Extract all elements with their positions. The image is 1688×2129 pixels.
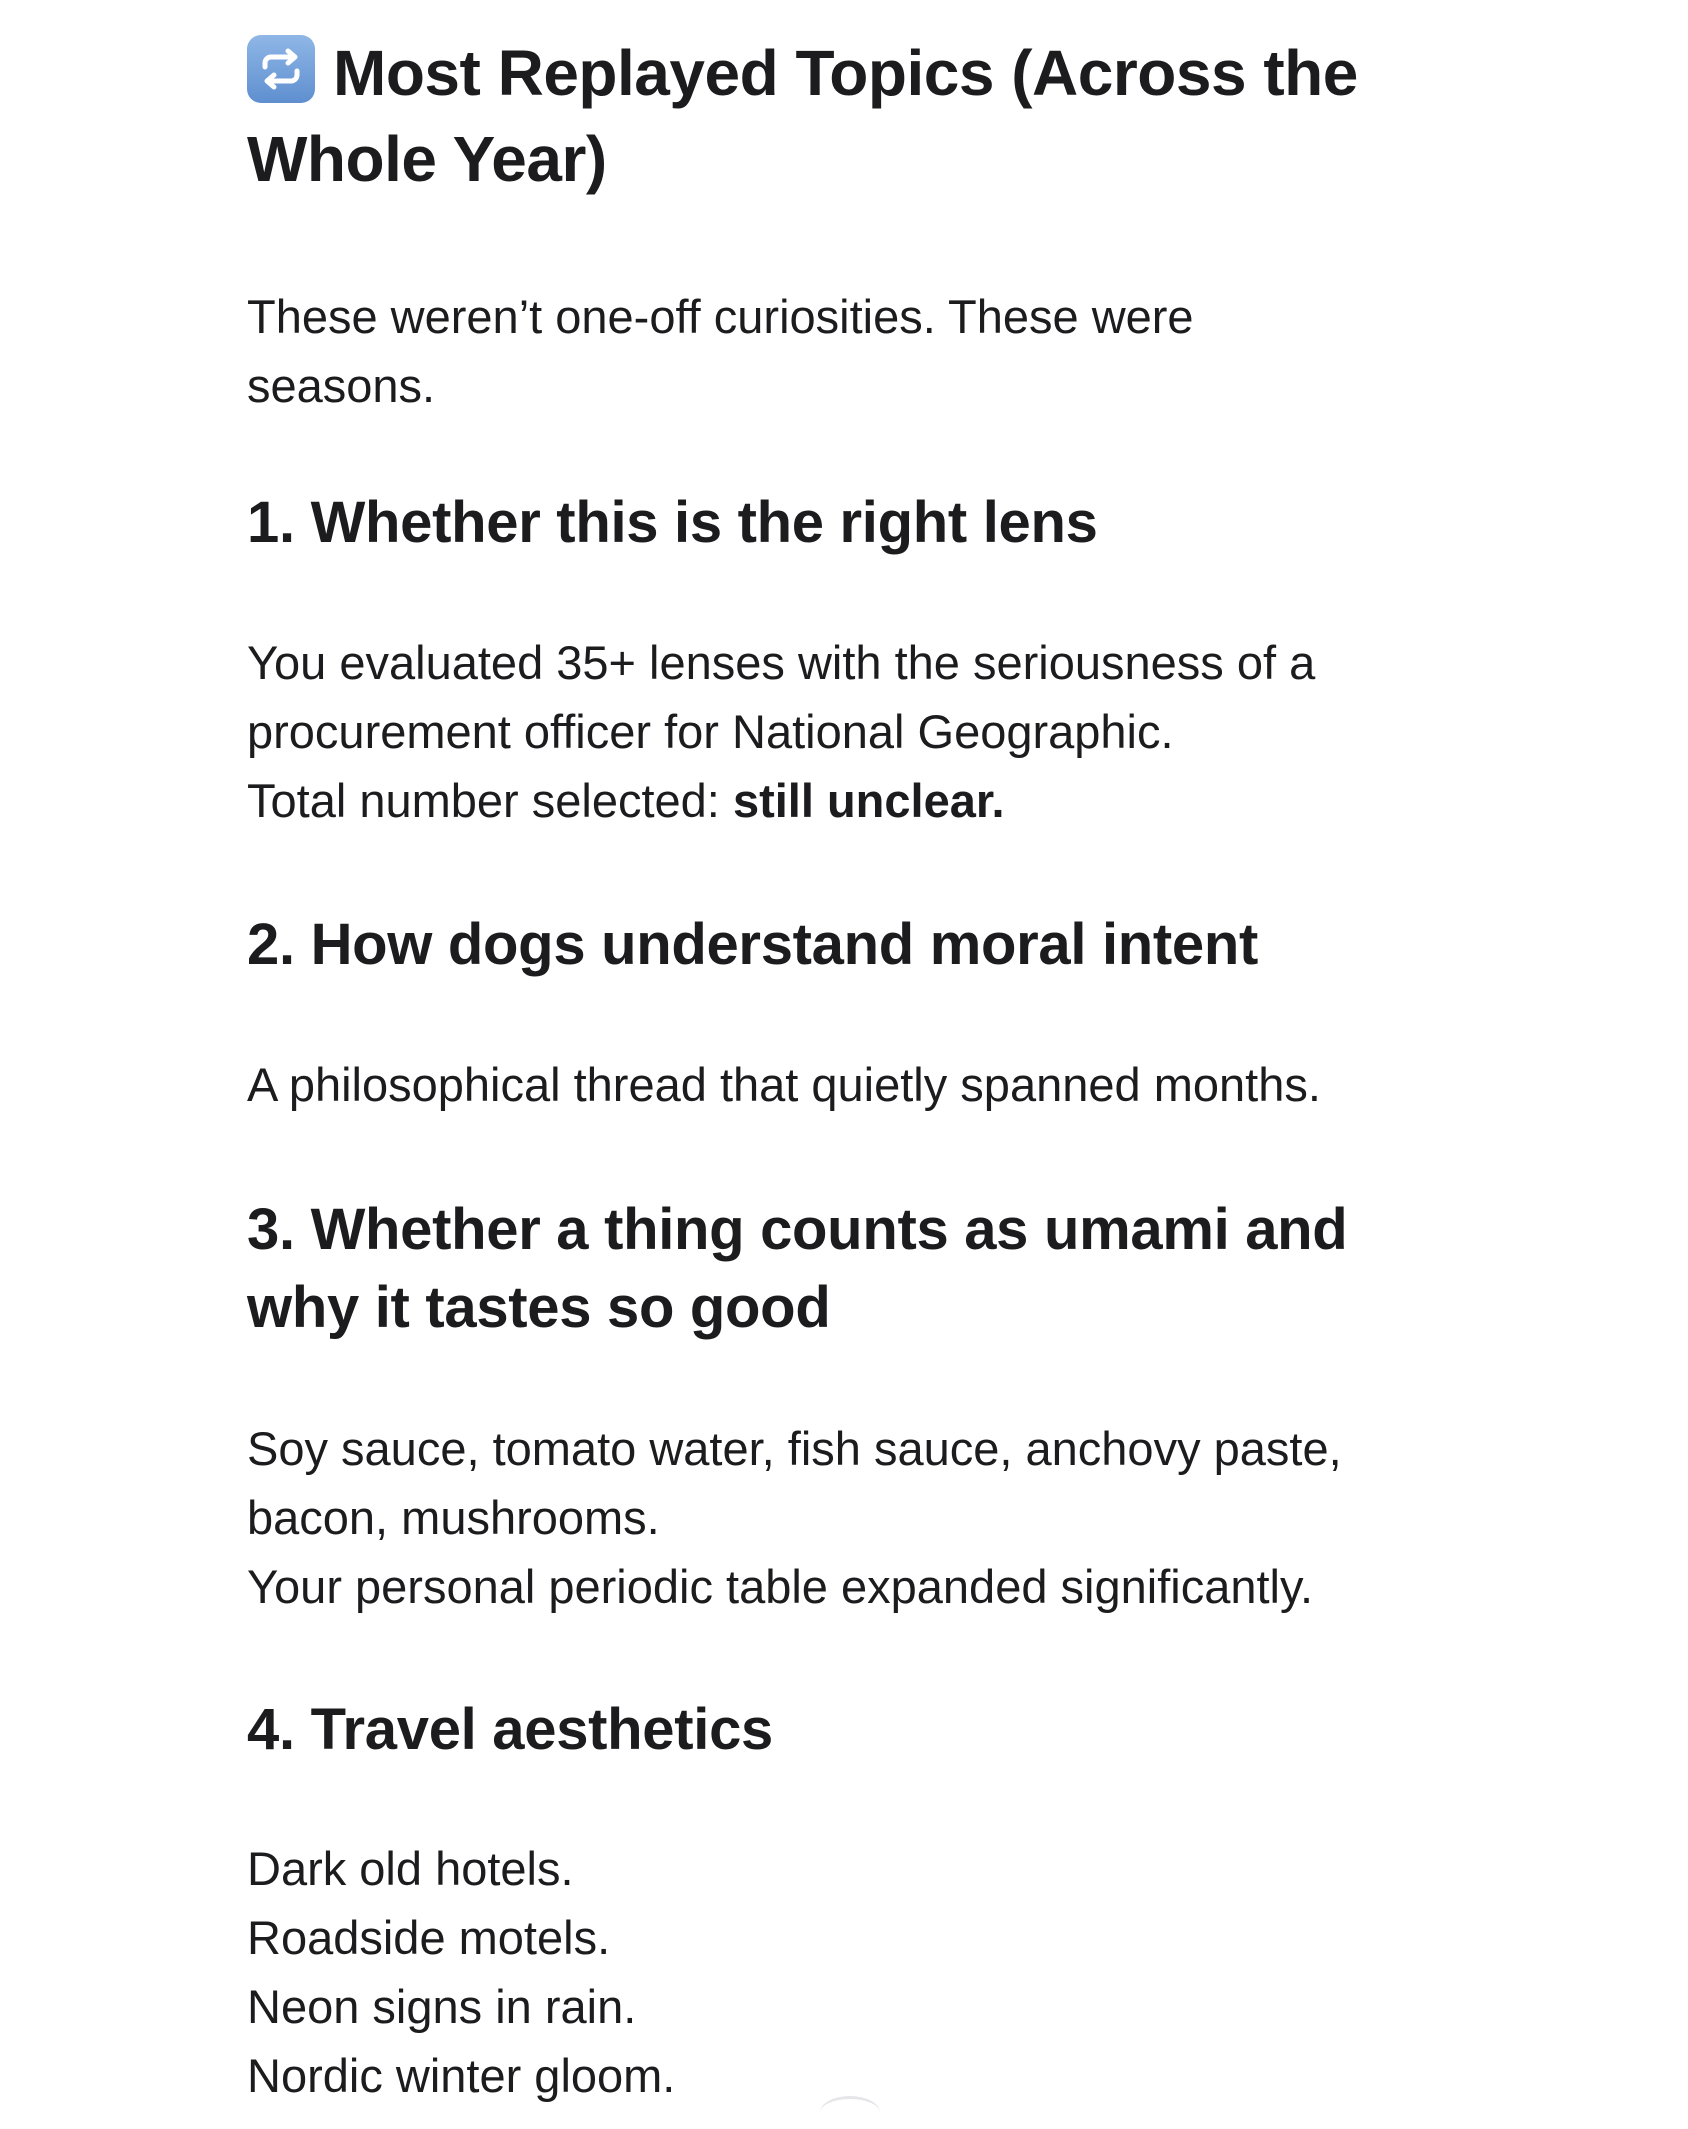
heading-line-1: 3. Whether a thing counts as umami and xyxy=(247,1197,1348,1262)
section-body-dogs xyxy=(247,1050,1467,1119)
body-line: Neon signs in rain. xyxy=(247,1980,637,2033)
section-heading-travel: 4. Travel aesthetics xyxy=(247,1697,773,1762)
body-line: Your personal periodic table expanded significantly. xyxy=(247,1560,1314,1613)
section-heading-umami xyxy=(247,1191,1467,1347)
section-body-travel xyxy=(247,1834,1467,2110)
section-body-umami xyxy=(247,1414,1467,1621)
title-line-2: Whole Year) xyxy=(247,123,607,195)
summary-value: still unclear. xyxy=(732,774,1005,827)
body-line: Soy sauce, tomato water, fish sauce, anchovy paste, xyxy=(247,1422,1342,1475)
body-line: bacon, mushrooms. xyxy=(247,1491,660,1544)
body-line: Nordic winter gloom. xyxy=(247,2049,676,2102)
body-line: Roadside motels. xyxy=(247,1911,611,1964)
scroll-down-indicator[interactable] xyxy=(820,2096,880,2129)
section-heading-lens: 1. Whether this is the right lens xyxy=(247,490,1098,555)
body-line: procurement officer for National Geographic. xyxy=(247,705,1174,758)
heading-line-2: why it tastes so good xyxy=(247,1275,831,1340)
page-title xyxy=(247,30,1467,202)
intro-line-2: seasons. xyxy=(247,359,436,412)
title-line-1: Most Replayed Topics (Across the xyxy=(333,37,1358,109)
body-line: Dark old hotels. xyxy=(247,1842,574,1895)
summary-line xyxy=(247,766,1467,835)
intro-line-1: These weren’t one-off curiosities. These were xyxy=(247,290,1194,343)
body-line: You evaluated 35+ lenses with the seriousness of a xyxy=(247,636,1316,689)
page-title-text xyxy=(247,30,1467,202)
intro-paragraph xyxy=(247,282,1467,420)
repeat-icon xyxy=(247,35,315,103)
body-line: A philosophical thread that quietly spanned months. xyxy=(247,1058,1321,1111)
section-heading-dogs: 2. How dogs understand moral intent xyxy=(247,912,1259,977)
summary-label: Total number selected: xyxy=(247,774,733,827)
section-body-lens xyxy=(247,628,1467,835)
